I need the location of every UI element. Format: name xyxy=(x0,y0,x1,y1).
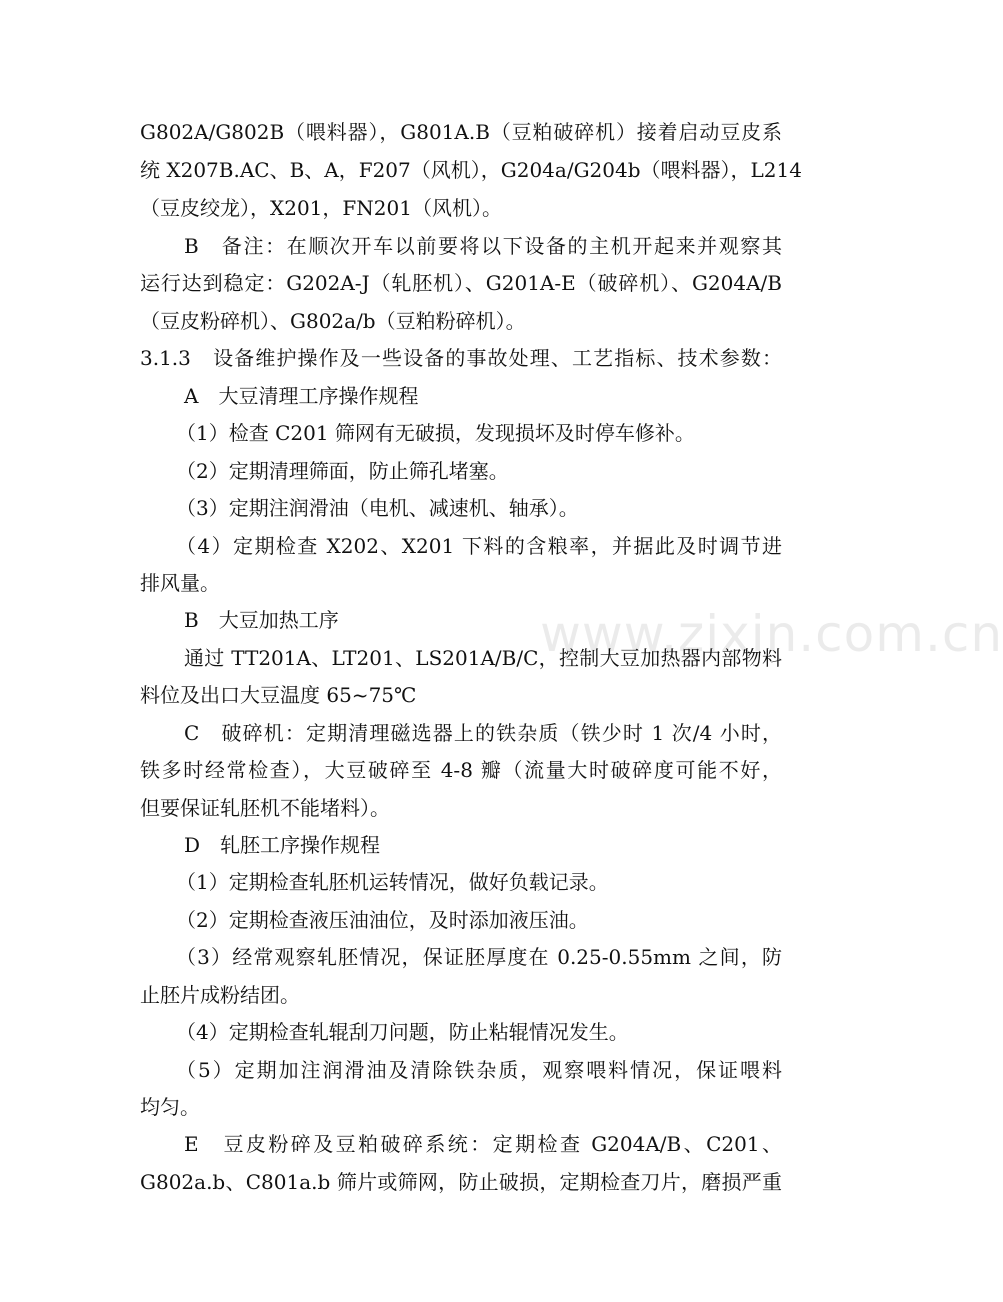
paragraph-line: B 备注：在顺次开车以前要将以下设备的主机开起来并观察其 xyxy=(184,234,782,258)
subsection-heading: D 轧胚工序操作规程 xyxy=(184,833,381,857)
paragraph-line: 均匀。 xyxy=(140,1095,200,1119)
paragraph-line: （豆皮绞龙），X201，FN201（风机）。 xyxy=(140,196,502,220)
paragraph-line: E 豆皮粉碎及豆粕破碎系统：定期检查 G204A/B、C201、 xyxy=(184,1132,782,1156)
list-item: （4）定期检查 X202、X201 下料的含粮率，并据此及时调节进 xyxy=(176,534,782,558)
list-item: （1）检查 C201 筛网有无破损，发现损坏及时停车修补。 xyxy=(176,421,695,445)
paragraph-line: 止胚片成粉结团。 xyxy=(140,983,300,1007)
list-item: （2）定期清理筛面，防止筛孔堵塞。 xyxy=(176,459,509,483)
watermark: www.zixin.com.cn xyxy=(540,605,1003,663)
list-item: （3）定期注润滑油（电机、减速机、轴承）。 xyxy=(176,496,579,520)
list-item: （2）定期检查液压油油位，及时添加液压油。 xyxy=(176,908,589,932)
section-heading: 3.1.3 设备维护操作及一些设备的事故处理、工艺指标、技术参数： xyxy=(140,346,782,370)
paragraph-line: C 破碎机：定期清理磁选器上的铁杂质（铁少时 1 次/4 小时， xyxy=(184,721,782,745)
paragraph-line: 统 X207B.AC、B、A，F207（风机），G204a/G204b（喂料器），L214 xyxy=(140,158,802,182)
list-item: （4）定期检查轧辊刮刀问题，防止粘辊情况发生。 xyxy=(176,1020,629,1044)
paragraph-line: 但要保证轧胚机不能堵料）。 xyxy=(140,796,390,820)
subsection-heading: A 大豆清理工序操作规程 xyxy=(184,384,419,408)
paragraph-line: （豆皮粉碎机）、G802a/b（豆粕粉碎机）。 xyxy=(140,309,526,333)
paragraph-line: G802a.b、C801a.b 筛片或筛网，防止破损，定期检查刀片，磨损严重 xyxy=(140,1170,782,1194)
list-item: （1）定期检查轧胚机运转情况，做好负载记录。 xyxy=(176,870,609,894)
paragraph-line: 料位及出口大豆温度 65~75℃ xyxy=(140,683,417,707)
list-item: （3）经常观察轧胚情况，保证胚厚度在 0.25-0.55mm 之间，防 xyxy=(176,945,782,969)
paragraph-line: G802A/G802B（喂料器），G801A.B（豆粕破碎机）接着启动豆皮系 xyxy=(140,120,782,144)
paragraph-line: 通过 TT201A、LT201、LS201A/B/C，控制大豆加热器内部物料 xyxy=(184,646,782,670)
list-item: （5）定期加注润滑油及清除铁杂质，观察喂料情况，保证喂料 xyxy=(176,1058,782,1082)
paragraph-line: 铁多时经常检查），大豆破碎至 4-8 瓣（流量大时破碎度可能不好， xyxy=(140,758,782,782)
paragraph-line: 运行达到稳定：G202A-J（轧胚机）、G201A-E（破碎机）、G204A/B xyxy=(140,271,782,295)
paragraph-line: 排风量。 xyxy=(140,571,220,595)
subsection-heading: B 大豆加热工序 xyxy=(184,608,339,632)
